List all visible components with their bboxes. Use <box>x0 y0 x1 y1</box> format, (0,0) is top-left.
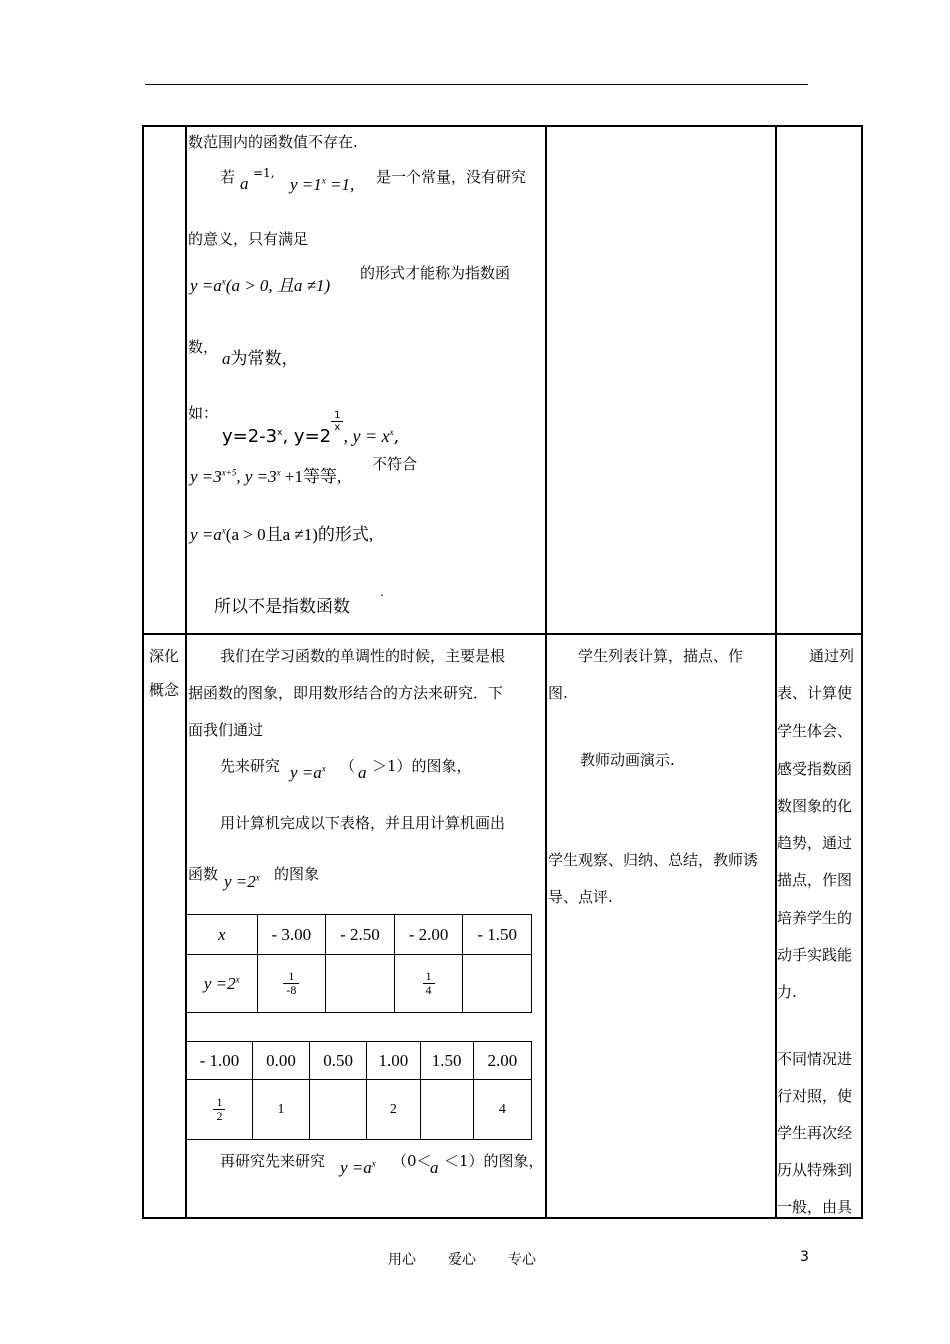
top-line2-post: 是一个常量，没有研究 <box>376 168 527 186</box>
table-cell: - 1.50 <box>463 915 532 955</box>
fraction: $\frac{1}{4}$ <box>423 970 435 997</box>
top-line2-a: a <box>240 174 249 193</box>
top-line1: 数范围内的函数值不存在. <box>188 133 358 151</box>
example-formula-1: $y=2-3^x$, y=2 $\frac{1}{x}$ , $y = x^x$, <box>222 410 400 447</box>
right-line: 历从特殊到 <box>777 1161 853 1179</box>
right-line: 趋势，通过 <box>777 834 853 852</box>
table-cell: - 2.00 <box>394 915 463 955</box>
right-line: 描点，作图 <box>777 871 853 889</box>
page-number: 3 <box>800 1249 809 1265</box>
top-line4-formula: $y =a^x(a > 0$, 且a ≠1) <box>190 276 331 295</box>
mid-line2: 图. <box>548 684 568 702</box>
right-line: 力. <box>777 983 797 1001</box>
right-line: 不同情况进 <box>777 1050 853 1068</box>
mid-line3: 教师动画演示. <box>580 751 675 769</box>
footer-text-1: 用心 <box>388 1252 416 1268</box>
table-row <box>187 1042 532 1080</box>
right-line: 动手实践能 <box>777 946 853 964</box>
table-cell <box>257 955 326 1013</box>
table-cell <box>310 1080 367 1140</box>
para4-cond1: （0＜ <box>392 1152 432 1170</box>
para2-cond: ＞1）的图象， <box>372 757 472 775</box>
footer-text-2: 爱心 <box>448 1252 476 1268</box>
para3-pre: 函数 <box>188 865 219 883</box>
table-cell: 2.00 <box>473 1042 531 1080</box>
value-table-1 <box>186 914 532 1013</box>
table-cell <box>187 1080 253 1140</box>
right-line: 通过列 <box>809 647 855 665</box>
table-cell: 1 <box>252 1080 309 1140</box>
table-cell <box>326 955 395 1013</box>
right-line: 培养学生的 <box>777 909 853 927</box>
right-line: 学生体会、 <box>777 722 853 740</box>
para2-paren: （ <box>340 757 356 775</box>
table-row <box>187 1080 532 1140</box>
table-cell: x <box>187 915 258 955</box>
header-rule <box>145 84 808 85</box>
mid-line5: 导、点评. <box>548 888 613 906</box>
mid-line4: 学生观察、归纳、总结，教师诱 <box>548 851 759 869</box>
table-row <box>187 955 532 1013</box>
table-cell: 4 <box>473 1080 531 1140</box>
row-label-2: 概念 <box>149 681 180 699</box>
table-cell: - 3.00 <box>257 915 326 955</box>
top-line3: 的意义，只有满足 <box>188 230 309 248</box>
para2-formula: $y =a^x$ <box>290 763 326 782</box>
table-cell: 2 <box>367 1080 420 1140</box>
para4-cond2: ＜1）的图象， <box>444 1152 544 1170</box>
para1-line3: 面我们通过 <box>188 721 264 739</box>
para3-formula: $y =2^x$ <box>224 872 260 891</box>
example-post: 不符合 <box>372 455 418 473</box>
right-line: 表、计算使 <box>777 684 853 702</box>
top-line4-post: 的形式才能称为指数函 <box>360 264 511 282</box>
para4-a: a <box>430 1158 439 1177</box>
right-line: 一般，由具 <box>777 1198 853 1216</box>
right-line: 学生再次经 <box>777 1124 853 1142</box>
para2-pre: 先来研究 <box>220 757 281 775</box>
fraction: $\frac{1}{2}$ <box>213 1096 225 1123</box>
conclusion-dot: . <box>380 585 384 599</box>
example-formula-3: $y =a^x(a > 0$且a ≠1)的形式, <box>190 525 374 544</box>
fraction: $\frac{1}{-8}$ <box>283 970 299 997</box>
table-cell: 1.00 <box>367 1042 420 1080</box>
para1-line1: 我们在学习函数的单调性的时候，主要是根 <box>220 647 506 665</box>
footer-text-3: 专心 <box>508 1252 536 1268</box>
example-formula-2: $y =3^{x+5}$, $y =3^x +1$等等, <box>190 467 342 486</box>
example-label: 如： <box>188 404 219 422</box>
top-line5: a为常数， <box>222 349 299 369</box>
top-line2-eq1: =1, <box>253 166 275 180</box>
table-cell <box>463 955 532 1013</box>
table-cell: - 2.50 <box>326 915 395 955</box>
mid-line1: 学生列表计算，描点、作 <box>578 647 744 665</box>
table-cell <box>420 1080 473 1140</box>
top-line5-pre: 数， <box>188 338 219 356</box>
table-cell: - 1.00 <box>187 1042 253 1080</box>
table-cell: 0.00 <box>252 1042 309 1080</box>
top-line2-pre: 若 <box>220 168 236 186</box>
para3-post: 的图象 <box>274 865 320 883</box>
right-line: 数图象的化 <box>777 797 853 815</box>
right-line: 感受指数函 <box>777 760 853 778</box>
para2-a: a <box>358 763 367 782</box>
table-cell: 0.50 <box>310 1042 367 1080</box>
top-line2-expr: $y =1^x =1$, <box>290 175 355 194</box>
right-line: 行对照，使 <box>777 1087 853 1105</box>
table-cell: 1.50 <box>420 1042 473 1080</box>
table-cell <box>394 955 463 1013</box>
para4-formula: $y =a^x$ <box>340 1158 376 1177</box>
para1-line2: 据函数的图象，即用数形结合的方法来研究．下 <box>188 684 504 702</box>
value-table-2 <box>186 1041 532 1140</box>
conclusion: 所以不是指数函数 <box>214 597 350 617</box>
table-row <box>187 915 532 955</box>
row-label-1: 深化 <box>149 647 180 665</box>
para4-pre: 再研究先来研究 <box>220 1152 326 1170</box>
para3-line1: 用计算机完成以下表格，并且用计算机画出 <box>220 814 506 832</box>
table-cell: $y =2^x$ <box>187 955 258 1013</box>
